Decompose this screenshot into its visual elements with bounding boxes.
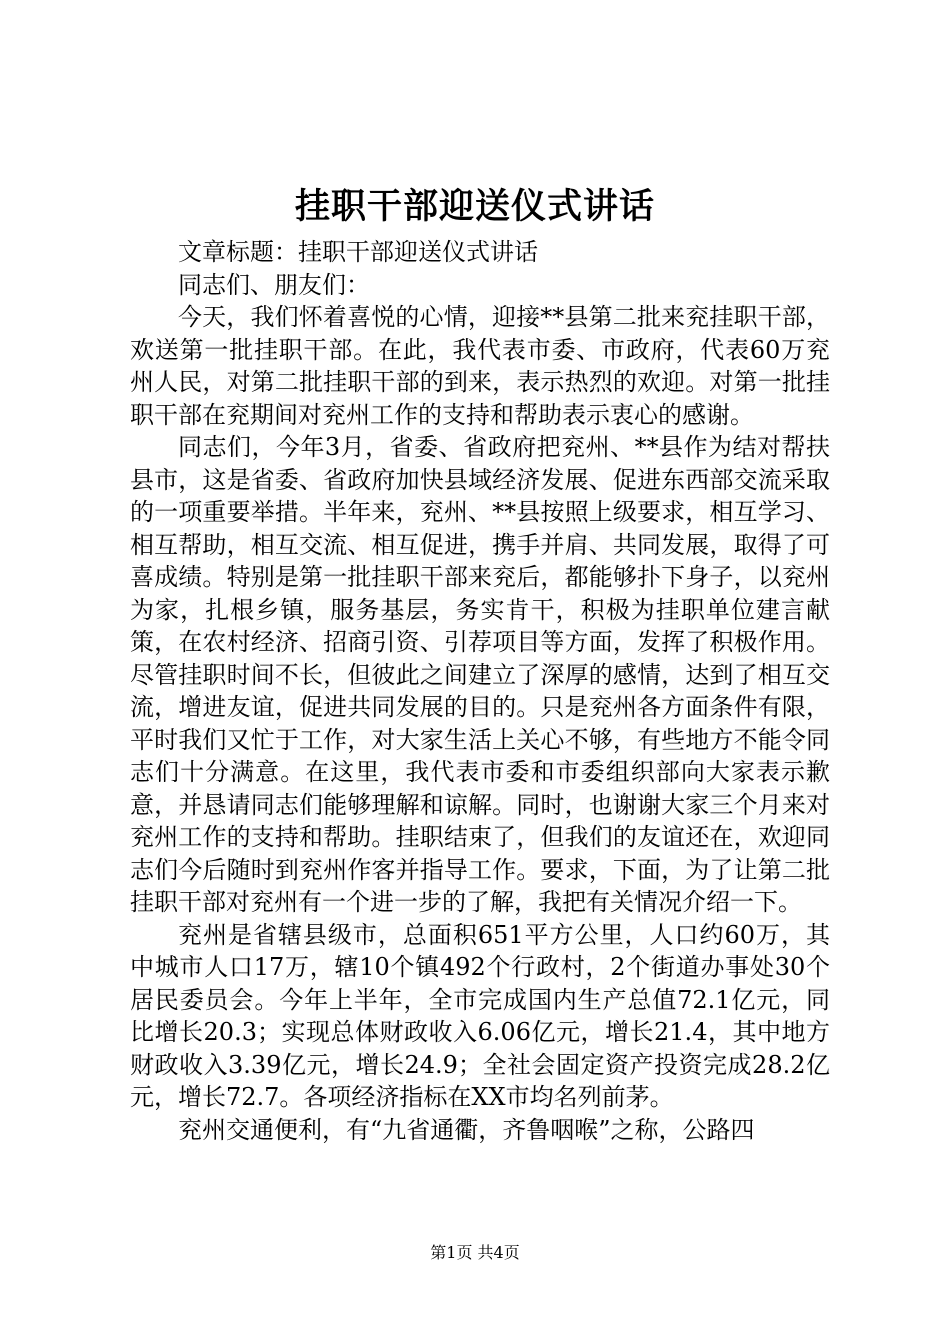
document-title: 挂职干部迎送仪式讲话 [294, 186, 655, 227]
paragraph-cooperation: 同志们，今年3月，省委、省政府把兖州、**县作为结对帮扶县市，这是省委、省政府加快县域经济发展、促进东西部交流采取的一项重要举措。半年来，兖州、**县按照上级要求，相互学习、相互帮助，相互交流、相互促进，携手并肩、共同发展，取得了可喜成绩。特别是第一批挂职干部来兖后，都能够扑下身子，以兖州为家，扎根乡镇，服务基层，务实肯干，积极为挂职单位建言献策，在农村经济、招商引资、引荐项目等方面，发挥了积极作用。尽管挂职时间不长，但彼此之间建立了深厚的感情，达到了相互交流，增进友谊，促进共同发展的目的。只是兖州各方面条件有限，平时我们又忙于工作，对大家生活上关心不够，有些地方不能令同志们十分满意。在这里，我代表市委和市委组织部向大家表示歉意，并恳请同志们能够理解和谅解。同时，也谢谢大家三个月来对兖州工作的支持和帮助。挂职结束了，但我们的友谊还在，欢迎同志们今后随时到兖州作客并指导工作。要求，下面，为了让第二批挂职干部对兖州有一个进一步的了解，我把有关情况介绍一下。 [130, 433, 830, 916]
article-title-line: 文章标题：挂职干部迎送仪式讲话 [178, 238, 538, 266]
page-footer: 第1页 共4页 [430, 1243, 520, 1262]
paragraph-city-overview: 兖州是省辖县级市，总面积651平方公里，人口约60万，其中城市人口17万，辖10个镇492个行政村，2个街道办事处30个居民委员会。今年上半年，全市完成国内生产总值72.1亿元，同比增长20.3；实现总体财政收入6.06亿元，增长21.4，其中地方财政收入3.39亿元，增长24.9；全社会固定资产投资完成28.2亿元，增长72.7。各项经济指标在XX市均名列前茅。 [130, 920, 830, 1111]
salutation: 同志们、朋友们： [178, 270, 370, 299]
paragraph-welcome: 今天，我们怀着喜悦的心情，迎接**县第二批来兖挂职干部，欢送第一批挂职干部。在此，我代表市委、市政府，代表60万兖州人民，对第二批挂职干部的到来，表示热烈的欢迎。对第一批挂职干部在兖期间对兖州工作的支持和帮助表示衷心的感谢。 [130, 303, 830, 429]
paragraph-transport: 兖州交通便利，有“九省通衢，齐鲁咽喉”之称，公路四 [178, 1115, 755, 1144]
document-body [130, 236, 830, 1146]
